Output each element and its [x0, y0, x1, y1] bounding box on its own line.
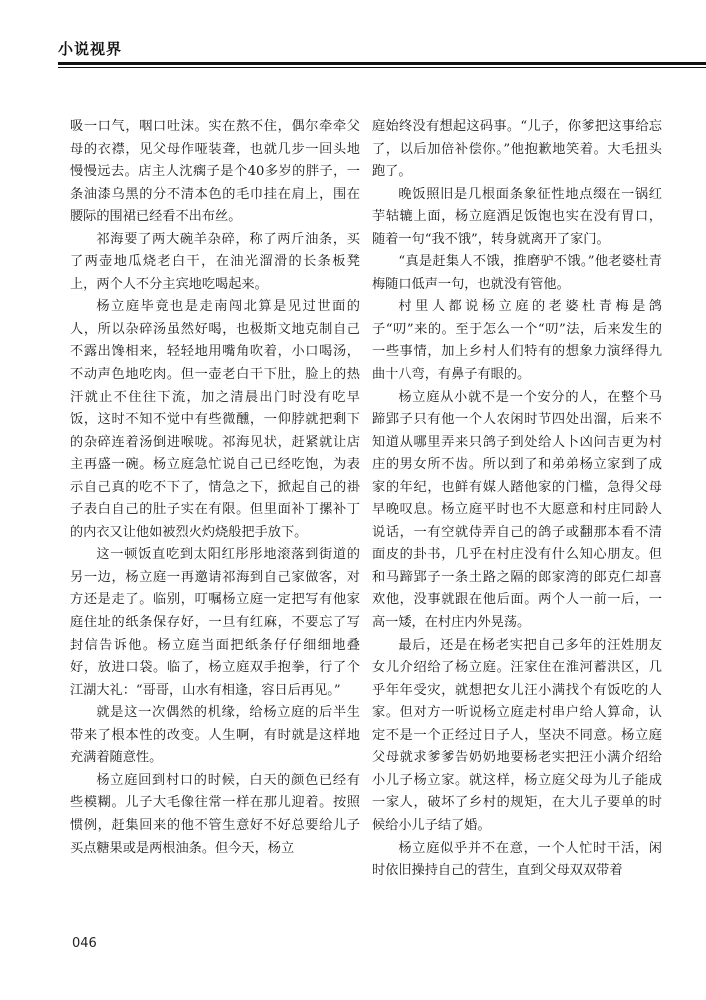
paragraph: “真是赶集人不饿，推磨驴不饿。”他老婆杜青梅随口低声一句，也就没有管他。 [372, 254, 662, 292]
paragraph: 村里人都说杨立庭的老婆杜青梅是鸽子“叨”来的。至于怎么一个“叨”法，后来发生的一些事情，加上乡村人们特有的想象力演绎得九曲十八弯，有鼻子有眼的。 [372, 299, 662, 383]
paragraph: 就是这一次偶然的机缘，给杨立庭的后半生带来了根本性的改变。人生啊，有时就是这样地充满着随意性。 [70, 705, 360, 766]
page-number: 046 [72, 936, 97, 951]
right-column [372, 116, 662, 883]
paragraph: 杨立庭毕竟也是走南闯北算是见过世面的人，所以杂碎汤虽然好喝，也极斯文地克制自己不露出馋相来，轻轻地用嘴角吹着，小口喝汤，不动声色地吃肉。但一壶老白干下肚，脸上的热汗就止不住往下流，加之清晨出门时没有吃早饭，这时不知不觉中有些微醺，一仰脖就把剩下的杂碎连着汤倒进喉咙。祁海见状，赶紧就让店主再盛一碗。杨立庭急忙说自己已经吃饱，为表示自己真的吃不下了，情急之下，掀起自己的褂子表白自己的肚子实在有限。但里面补丁摞补丁的内衣又让他如被烈火灼烧般把手放下。 [70, 299, 360, 540]
paragraph: 杨立庭回到村口的时候，白天的颜色已经有些模糊。儿子大毛像往常一样在那儿迎着。按照惯例，赶集回来的他不管生意好不好总要给儿子买点糖果或是两根油条。但今天，杨立 [70, 772, 360, 856]
left-column [70, 116, 360, 860]
paragraph: 庭始终没有想起这码事。“儿子，你爹把这事给忘了，以后加倍补偿你。”他抱歉地笑着。大毛扭头跑了。 [372, 119, 662, 180]
header-rule-thin [58, 67, 706, 68]
paragraph: 吸一口气，咽口吐沫。实在熬不住，偶尔牵牵父母的衣襟，见父母作哑装聋，也就几步一回头地慢慢远去。店主人沈瘸子是个40多岁的胖子，一条油漆乌黑的分不清本色的毛巾挂在肩上，围在腰际的围裙已经看不出布丝。 [70, 119, 360, 225]
paragraph: 这一顿饭直吃到太阳红彤彤地滚落到街道的另一边，杨立庭一再邀请祁海到自己家做客，对方还是走了。临别，叮嘱杨立庭一定把写有他家庭住址的纸条保存好，一旦有红麻，不要忘了写封信告诉他。杨立庭当面把纸条仔仔细细地叠好，放进口袋。临了，杨立庭双手抱拳，行了个江湖大礼：“哥哥，山水有相逢，容日后再见。” [70, 547, 360, 698]
paragraph: 最后，还是在杨老实把自己多年的汪姓朋友女儿介绍给了杨立庭。汪家住在淮河蓄洪区，几乎年年受灾，就想把女儿汪小满找个有饭吃的人家。但对方一听说杨立庭走村串户给人算命，认定不是一个正经过日子人，坚决不同意。杨立庭父母就求爹爹告奶奶地要杨老实把汪小满介绍给小儿子杨立家。就这样，杨立庭父母为儿子能成一家人，破坏了乡村的规矩，在大儿子要单的时候给小儿子结了婚。 [372, 637, 662, 833]
paragraph: 祁海要了两大碗羊杂碎，称了两斤油条，买了两壶地瓜烧老白干，在油光溜滑的长条板凳上，两个人不分主宾地吃喝起来。 [70, 231, 360, 292]
section-title: 小说视界 [58, 40, 123, 58]
paragraph: 杨立庭从小就不是一个安分的人，在整个马蹄郢子只有他一个人农闲时节四处出溜，后来不知道从哪里弄来只鸽子到处给人卜凶问吉更为村庄的男女所不齿。所以到了和弟弟杨立家到了成家的年纪，也鲜有媒人踏他家的门槛，急得父母早晚叹息。杨立庭平时也不大愿意和村庄同龄人说话，一有空就侍弄自己的鸽子或翻那本看不清面皮的卦书，几乎在村庄没有什么知心朋友。但和马蹄郢子一条土路之隔的郎家湾的郎克仁却喜欢他，没事就跟在他后面。两个人一前一后，一高一矮，在村庄内外晃荡。 [372, 389, 662, 631]
paragraph: 晚饭照旧是几根面条象征性地点缀在一锅红芋轱辘上面，杨立庭酒足饭饱也实在没有胃口，随着一句“我不饿”，转身就离开了家门。 [372, 186, 662, 247]
paragraph: 杨立庭似乎并不在意，一个人忙时干活，闲时依旧操持自己的营生，直到父母双双带着 [372, 840, 662, 879]
header-rule-thick [58, 62, 706, 65]
page-header [0, 0, 706, 72]
